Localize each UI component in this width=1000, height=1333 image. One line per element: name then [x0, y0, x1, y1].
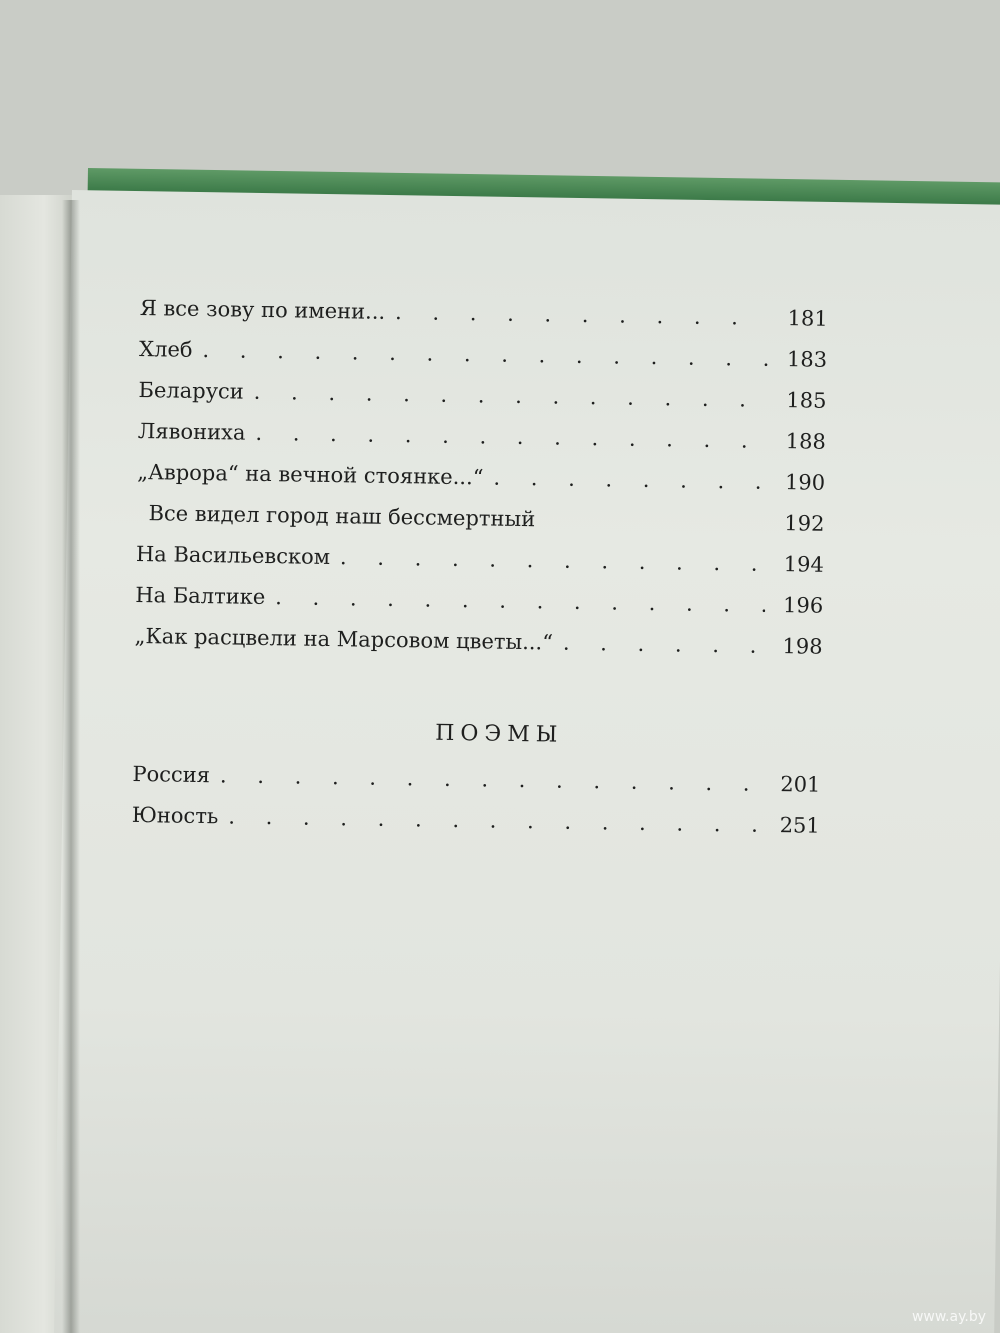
toc-entry-page: 194: [783, 552, 825, 577]
dot-leader: [395, 300, 770, 330]
toc-entry-title: Я все зову по имени...: [139, 296, 386, 324]
toc-entry-title: Все видел город наш бессмертный: [148, 501, 536, 532]
toc-entry-page: 185: [786, 388, 827, 413]
toc-entry-title: Лявониха: [137, 418, 246, 445]
spine-shadow: [62, 200, 80, 1333]
toc-entry-page: 190: [784, 470, 826, 495]
toc-entry-page: 196: [782, 593, 824, 618]
toc-entry-title: На Балтике: [135, 582, 266, 610]
watermark: www.ay.by: [911, 1309, 986, 1325]
toc-entry-page: 183: [786, 347, 828, 372]
toc-entry-title: Хлеб: [138, 336, 193, 362]
toc-entry-title: Россия: [132, 761, 211, 788]
toc-entry-title: Беларуси: [138, 377, 244, 404]
toc-entry-page: 192: [784, 511, 825, 536]
dot-leader: [563, 631, 765, 658]
section-heading: ПОЭМЫ: [434, 720, 564, 748]
dot-leader: [493, 466, 767, 494]
toc-entry-page: 188: [785, 429, 826, 454]
toc-entry-page: 181: [787, 306, 828, 331]
toc-entry-title: Юность: [131, 802, 219, 829]
toc-entry-title: „Как расцвели на Марсовом цветы...“: [134, 623, 554, 655]
toc-entry-title: „Аврора“ на вечной стоянке...“: [137, 459, 484, 490]
toc-entry-page: 198: [782, 634, 823, 659]
toc-entry-title: На Васильевском: [135, 541, 331, 570]
toc-entry-page: 201: [780, 772, 821, 797]
toc-entry-page: 251: [779, 813, 820, 838]
